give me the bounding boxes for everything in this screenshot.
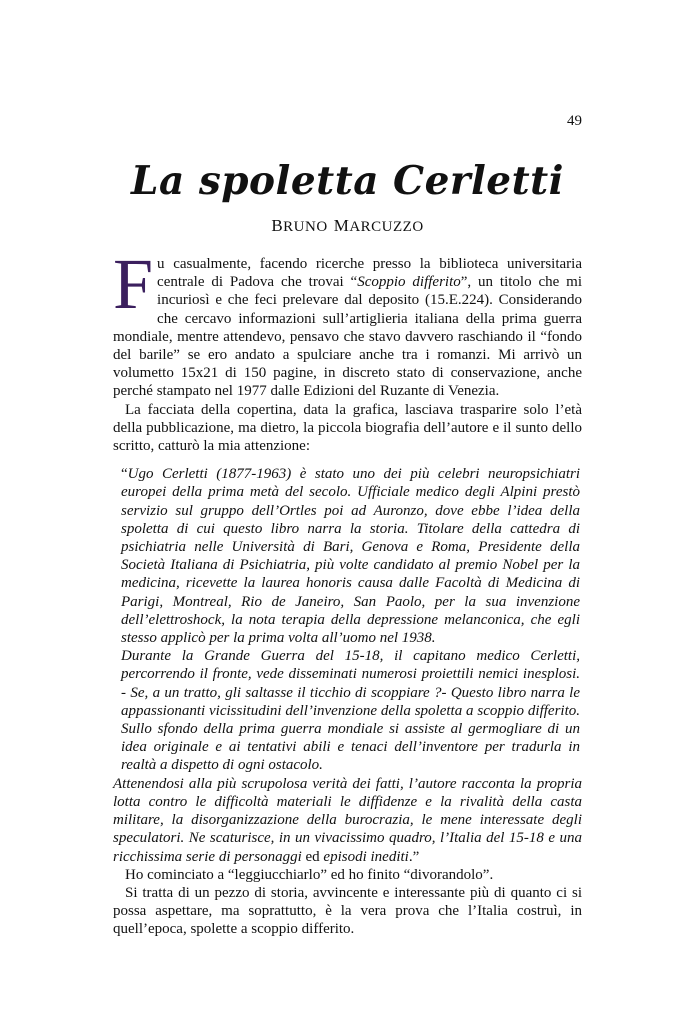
article-body xyxy=(113,244,582,939)
article-title: La spoletta Cerletti xyxy=(131,158,564,204)
quote-paragraph-1 xyxy=(113,465,582,647)
paragraph-2: La facciata della copertina, data la grafica, lasciava trasparire solo l’età della pubblicazione, ma dietro, la piccola biografia dell’autore e il sunto dello scritto, catturò la mia attenzione: xyxy=(113,401,582,455)
page-number: 49 xyxy=(567,113,582,129)
author-last-rest: ARCUZZO xyxy=(349,219,424,235)
book-title-ref: Scoppio differito xyxy=(357,274,461,291)
quote-text-3a: Attenendosi alla più scrupolosa verità dei fatti, l’autore racconta la propria lotta contro le difficoltà materiali le diffidenze e la rivalità della casta militare, la disorganizzazione della burocrazia, le mene interessate degli speculatori. Ne scaturisce, in un vivacissimo quadro, l’Italia del 15-18 e una ricchissima serie di personaggi xyxy=(113,775,582,865)
paragraph-3: Ho cominciato a “leggiucchiarlo” ed ho finito “divorandolo”. xyxy=(125,866,494,883)
paragraph-1 xyxy=(113,244,582,401)
paragraph-1-part-b: ”, un titolo che mi incuriosì e che feci prelevare dal deposito (15.E.224). Considerando che cercavo informazioni sull’artiglieria italiana della prima guerra mondiale, mentre attendevo, pensavo che stavo davvero raschiando il “fondo del barile” se ero andato a spulciare anche tra i romanzi. Mi arrivò un volumetto 15x21 di 150 pagine, in discreto stato di conservazione, anche perché stampato nel 1977 dalle Edizioni del Ruzante di Venezia. xyxy=(113,274,582,400)
paragraph-4: Si tratta di un pezzo di storia, avvincente e interessante più di quanto ci si possa aspettare, ma soprattutto, è la vera prova che l’Italia costruì, in quell’epoca, spolette a scoppio differito. xyxy=(113,884,582,938)
author-first-initial: B xyxy=(271,216,284,235)
quote-paragraph-2: Durante la Grande Guerra del 15-18, il capitano medico Cerletti, percorrendo il fronte, vede disseminati numerosi proiettili nemici inesplosi. - Se, a un tratto, gli saltasse il ticchio di scoppiare ?- Questo libro narra le appassionanti vicissitudini dell’invenzione della spoletta a scoppio differito. Sullo sfondo della prima guerra mondiale si assiste al germogliare di un idea originale e ai tentativi abili e tenaci dell’inventore per tradurla in realtà a dispetto di ogni ostacolo. xyxy=(121,648,580,774)
author-first-rest: RUNO xyxy=(283,219,328,235)
quote-open-mark: “ xyxy=(121,466,128,483)
quote-paragraph-3 xyxy=(113,775,582,866)
quote-text-1: Ugo Cerletti (1877-1963) è stato uno dei più celebri neuropsichiatri europei della prima metà del secolo. Ufficiale medico degli Alpini prestò servizio sul gruppo dell’Ortles poi ad Auronzo, dove ebbe l’idea della spoletta di cui questo libro narra la storia. Titolare della cattedra di psichiatria nelle Università di Bari, Genova e Roma, Presidente della Società Italiana di Psichiatria, più volte candidato al premio Nobel per la medicina, ricevette la laurea honoris causa dalle Facoltà di Medicina di Parigi, Montreal, Rio de Janeiro, San Paolo, per la sua invenzione dell’elettroshock, la nota terapia della depressione melanconica, che egli stesso applicò per la prima volta all’uomo nel 1938. xyxy=(121,466,580,647)
quote-text-3b: episodi inediti xyxy=(319,848,409,865)
author-last-initial: M xyxy=(333,216,350,235)
paragraph-1-part-a: u casualmente, facendo ricerche presso la biblioteca universitaria centrale di Padova che trovai “ xyxy=(157,256,582,291)
author-name xyxy=(0,216,695,237)
quote-text-ed: ed xyxy=(305,848,320,865)
blurb-quote xyxy=(113,465,582,865)
quote-close-mark: .” xyxy=(408,848,420,865)
drop-cap: F xyxy=(113,244,154,324)
